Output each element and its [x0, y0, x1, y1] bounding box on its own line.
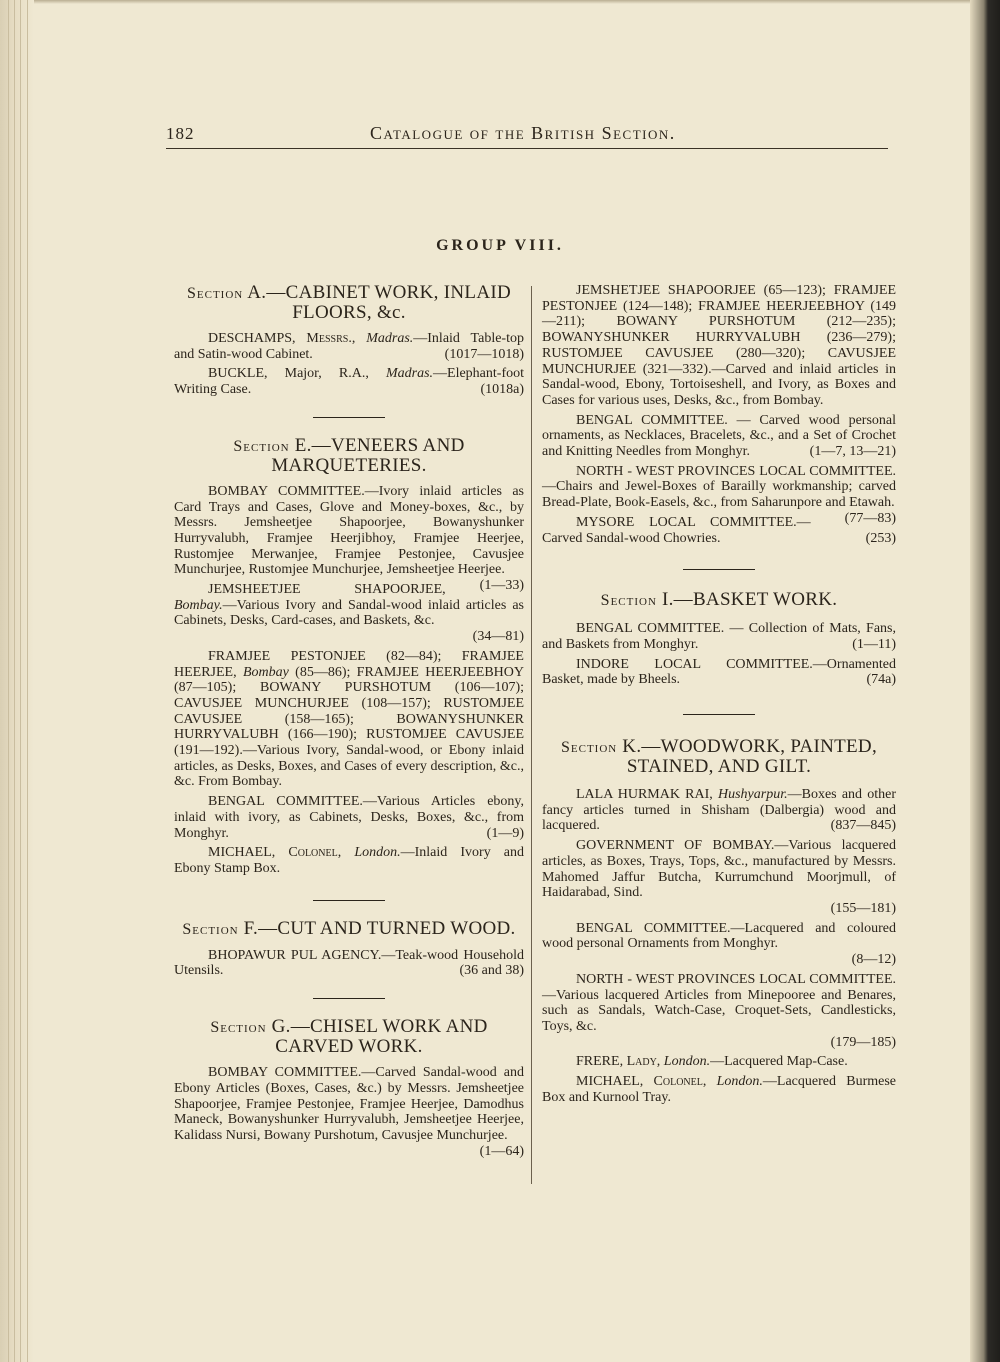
running-title: Catalogue of the British Section.	[370, 123, 676, 143]
entry-jemshetjee-list: JEMSHETJEE SHAPOORJEE (65—123); FRAMJEE PESTONJEE (124—148); FRAMJEE HEERJEEBHOY (149—211); BOWANY PURSHOTUM (212—235); BOWANYSHUNKER HURRYVALUBH (236—279); RUSTOMJEE CAVUSJEE (280—320); CAVUSJEE MUNCHURJEE (321—332).—Carved and inlaid articles in Sandal-wood, Ebony, Tortoiseshell, and Ivory, as Boxes and Cases for various uses, Desks, &c., from Bombay.	[542, 283, 896, 408]
right-column	[542, 283, 896, 1105]
section-rule	[313, 998, 385, 999]
entry-bombay-committee-g: BOMBAY COMMITTEE.—Carved Sandal-wood and Ebony Articles (Boxes, Cases, &c.) by Messrs. Jemsheetjee Shapoorjee, Framjee Pestonjee, Framjee Heerjee, Damodhus Maneck, Bowanyshunker Hurryvalubh, Jemsheetjee Heerjee, Kalidass Nursi, Bowany Purshotum, Cavusjee Munchurjee. (1—64)	[174, 1065, 524, 1159]
page-edge-left	[0, 0, 34, 1362]
header-rule	[166, 148, 888, 149]
entry-bengal-committee-i: BENGAL COMMITTEE. — Collection of Mats, Fans, and Baskets from Monghyr. (1—11)	[542, 621, 896, 652]
entry-govt-bombay: GOVERNMENT OF BOMBAY.—Various lacquered articles, as Boxes, Trays, Tops, &c., manufactured by Messrs. Mahomed Jaffur Butcha, Kurrumchund Moorjmull, of Haidarabad, Sind. (155—181)	[542, 838, 896, 916]
section-rule	[683, 714, 755, 715]
entry-michael-k: MICHAEL, Colonel, London.—Lacquered Burmese Box and Kurnool Tray.	[542, 1074, 896, 1105]
entry-jemsheetjee: JEMSHEETJEE SHAPOORJEE, Bombay.—Various Ivory and Sandal-wood inlaid articles as Cabinets, Desks, Card-cases, and Baskets, &c. (34—81)	[174, 582, 524, 645]
entry-bombay-committee-e: BOMBAY COMMITTEE.—Ivory inlaid articles as Card Trays and Cases, Glove and Money-boxes, &c., by Messrs. Jemsheetjee Shapoorjee, Bowanyshunker Hurryvalubh, Framjee Heerjibhoy, Framjee Heerjee, Rustomjee Merwanjee, Framjee Pestonjee, Cavusjee Munchurjee, Rustomjee Munchurjee, Jemsheetjee Heerjee. (1—33)	[174, 483, 524, 594]
running-header	[166, 120, 888, 150]
group-title: GROUP VIII.	[436, 237, 564, 254]
entry-lala-hurmak: LALA HURMAK RAI, Hushyarpur.—Boxes and other fancy articles turned in Shisham (Dalbergia) wood and lacquered. (837—845)	[542, 787, 897, 834]
page-top-shadow	[0, 0, 1000, 4]
entry-buckle: BUCKLE, Major, R.A., Madras.—Elephant-foot Writing Case. (1018a)	[174, 366, 525, 398]
section-heading-i: Section I.—BASKET WORK.	[600, 589, 838, 611]
left-column	[174, 283, 524, 1159]
entry-framjee-list: FRAMJEE PESTONJEE (82—84); FRAMJEE HEERJEE, Bombay (85—86); FRAMJEE HEERJEEBHOY (87—105); BOWANY PURSHOTUM (106—107); CAVUSJEE MUNCHURJEE (108—157); RUSTOMJEE CAVUSJEE (158—165); BOWANYSHUNKER HURRYVALUBH (166—190); RUSTOMJEE CAVUSJEE (191—192).—Various Ivory, Sandal-wood, or Ebony inlaid articles, as Desks, Boxes, and Cases of every description, &c., &c. From Bombay.	[174, 648, 525, 790]
entry-bhopawur: BHOPAWUR PUL AGENCY.—Teak-wood Household Utensils. (36 and 38)	[174, 947, 524, 979]
section-heading-k: Section K.—WOODWORK, PAINTED, STAINED, AND GILT.	[561, 736, 877, 778]
section-heading-f: Section F.—CUT AND TURNED WOOD.	[182, 917, 516, 939]
section-rule	[313, 900, 385, 901]
entry-deschamps: DESCHAMPS, Messrs., Madras.—Inlaid Table-top and Satin-wood Cabinet. (1017—1018)	[174, 331, 524, 362]
entry-mysore: MYSORE LOCAL COMMITTEE.—Carved Sandal-wood Chowries. (253)	[542, 514, 896, 546]
section-heading-g: Section G.—CHISEL WORK AND CARVED WORK.	[210, 1016, 488, 1058]
section-heading-e: Section E.—VENEERS AND MARQUETERIES.	[233, 434, 465, 476]
entry-bengal-committee-k: BENGAL COMMITTEE.—Lacquered and coloured wood personal Ornaments from Monghyr. (8—12)	[542, 920, 896, 968]
entry-nw-provinces-k: NORTH - WEST PROVINCES LOCAL COMMITTEE.—Various lacquered Articles from Minepooree and Benares, such as Sandals, Watch-Case, Croquet-Sets, Candlesticks, Toys, &c. (179—185)	[542, 971, 896, 1050]
entry-frere: FRERE, Lady, London.—Lacquered Map-Case.	[576, 1054, 848, 1070]
entry-indore: INDORE LOCAL COMMITTEE.—Ornamented Basket, made by Bheels. (74a)	[542, 656, 896, 688]
entry-michael-e: MICHAEL, Colonel, London.—Inlaid Ivory and Ebony Stamp Box.	[174, 845, 525, 876]
page-number: 182	[166, 124, 195, 143]
section-rule	[683, 569, 755, 570]
page-edge-right	[970, 0, 1000, 1362]
column-divider	[531, 286, 532, 1184]
section-rule	[313, 417, 385, 418]
entry-bengal-committee-e: BENGAL COMMITTEE.—Various Articles ebony, inlaid with ivory, as Cabinets, Desks, Boxes, &c., from Monghyr. (1—9)	[174, 794, 524, 841]
section-heading-a: Section A.—CABINET WORK, INLAID FLOORS, &c.	[187, 282, 511, 323]
entry-bengal-committee-g: BENGAL COMMITTEE. — Carved wood personal ornaments, as Necklaces, Bracelets, &c., and a Set of Crochet and Knitting Needles from Monghyr. (1—7, 13—21)	[542, 412, 896, 460]
entry-nw-provinces-g: NORTH - WEST PROVINCES LOCAL COMMITTEE.—Chairs and Jewel-Boxes of Barailly workmanship; carved Bread-Plate, Book-Easels, &c., from Saharunpore and Etawah. (77—83)	[542, 463, 896, 526]
